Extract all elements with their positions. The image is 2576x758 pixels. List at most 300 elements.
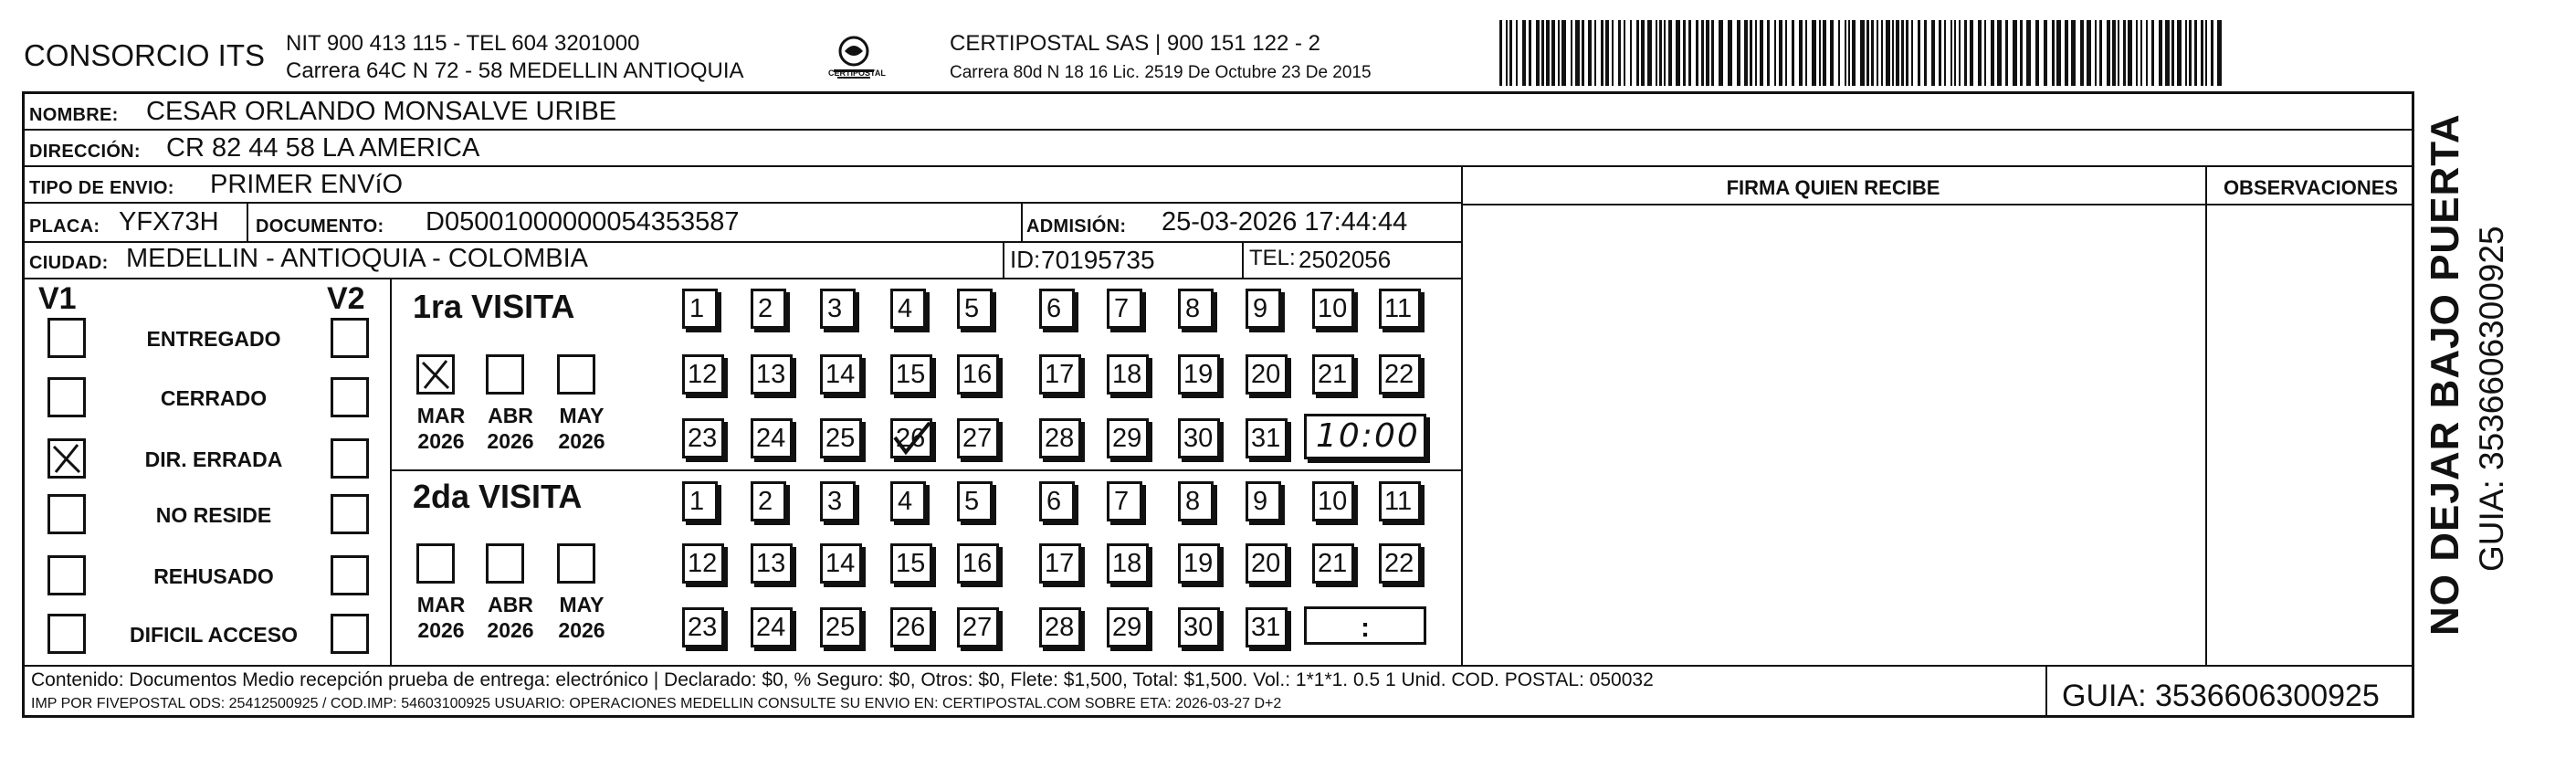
first-visit-title: 1ra VISITA [413,288,575,325]
month-checkbox[interactable] [416,543,455,584]
day-number: 23 [688,613,718,642]
barcode-bar [1612,20,1614,86]
day-box[interactable] [1178,418,1220,458]
barcode-bar [1551,20,1555,86]
day-box[interactable] [682,418,724,458]
second-visit-time-box[interactable] [1304,606,1426,645]
v1-checkbox[interactable] [47,555,86,595]
month-checkbox[interactable] [557,543,595,584]
day-box[interactable] [682,481,718,521]
barcode-bar [1918,20,1920,86]
barcode-bar [1696,20,1698,86]
day-number: 27 [962,613,993,642]
day-number: 7 [1114,487,1130,516]
barcode-bar [1618,20,1621,86]
day-box[interactable] [957,543,999,584]
barcode-bar [1799,20,1803,86]
barcode-bar [1558,20,1560,86]
barcode-bar [1911,20,1913,86]
barcode-bar [1906,20,1908,86]
day-box[interactable] [1312,289,1354,329]
barcode-bar [2020,20,2023,86]
barcode-bar [2171,20,2174,86]
barcode-bar [1582,20,1584,86]
day-number: 29 [1112,424,1142,453]
day-number: 18 [1112,360,1142,389]
day-box[interactable] [1039,418,1081,458]
month-label: MAY [559,404,605,427]
day-box[interactable] [1312,354,1354,395]
barcode-bar [1950,20,1952,86]
column-divider [1461,165,1463,665]
month-label: ABR [488,404,533,427]
second-visit-title: 2da VISITA [413,478,583,515]
tipo-envio-value: PRIMER ENVíO [210,170,404,199]
day-box[interactable] [1107,418,1149,458]
day-number: 9 [1253,294,1268,323]
month-checkbox[interactable] [486,543,524,584]
day-number: 26 [896,613,926,642]
day-box[interactable] [1246,418,1288,458]
barcode-bar [1647,20,1652,86]
day-box[interactable] [1039,289,1075,329]
day-box[interactable] [1178,354,1220,395]
check-mark-icon [891,419,933,458]
tipo-envio-label: TIPO DE ENVIO: [29,178,174,198]
certipostal-logo [826,31,881,86]
direccion-value: CR 82 44 58 LA AMERICA [166,133,480,163]
day-box[interactable] [1107,607,1149,647]
barcode-bar [1683,20,1686,86]
barcode-bar [1838,20,1840,86]
day-number: 28 [1045,613,1075,642]
day-box[interactable] [1246,481,1281,521]
barcode-bar [1924,20,1927,86]
documento-label: DOCUMENTO: [256,216,384,237]
v2-checkbox[interactable] [331,494,369,534]
day-box[interactable] [1039,481,1075,521]
barcode-bar [1823,20,1826,86]
placa-value: YFX73H [119,207,219,237]
barcode-bar [1871,20,1874,86]
day-number: 13 [756,549,786,578]
barcode-bar [1750,20,1752,86]
barcode-bar [2056,20,2061,86]
barcode-bar [1939,20,1941,86]
barcode-bar [1774,20,1776,86]
barcode-bar [1866,20,1869,86]
barcode-bar [1575,20,1580,86]
day-box[interactable] [890,289,926,329]
certipostal-logo-icon [826,31,881,86]
barcode-bar [2185,20,2187,86]
certipostal-address: Carrera 80d N 18 16 Lic. 2519 De Octubre 23 De 2015 [950,63,1372,82]
barcode-bar [2194,20,2197,86]
day-box[interactable] [820,481,856,521]
day-number: 19 [1183,549,1214,578]
day-number: 3 [827,294,843,323]
day-box[interactable] [890,543,932,584]
barcode-bar [2189,20,2192,86]
day-number: 3 [827,487,843,516]
barcode-bar [1881,20,1883,86]
day-number: 15 [896,360,926,389]
barcode-bar [1877,20,1878,86]
month-label: MAR [416,404,466,427]
v1-checkbox[interactable] [47,377,86,417]
ciudad-value: MEDELLIN - ANTIOQUIA - COLOMBIA [126,244,588,273]
barcode-bar [2071,20,2076,86]
day-number: 18 [1112,549,1142,578]
barcode-bar [2087,20,2091,86]
day-number: 4 [898,294,913,323]
id-value: 70195735 [1041,246,1155,274]
nombre-value: CESAR ORLANDO MONSALVE URIBE [146,97,617,126]
barcode-bar [2026,20,2031,86]
barcode-bar [2095,20,2097,86]
observaciones-header: OBSERVACIONES [2223,176,2399,199]
day-box[interactable] [1379,481,1421,521]
day-number: 12 [688,360,718,389]
row-divider [22,202,1461,204]
barcode-bar [2165,20,2170,86]
barcode [1499,20,2230,89]
barcode-bar [1886,20,1890,86]
nombre-label: NOMBRE: [29,105,119,125]
barcode-bar [1892,20,1894,86]
day-number: 31 [1251,424,1281,453]
day-box[interactable] [1379,354,1421,395]
day-number: 2 [758,294,773,323]
tel-value: 2502056 [1299,246,1392,273]
barcode-bar [2211,20,2213,86]
status-label: NO RESIDE [155,503,272,527]
barcode-bar [1728,20,1732,86]
barcode-bar [2201,20,2203,86]
day-box[interactable] [1107,289,1142,329]
day-box[interactable] [1246,289,1281,329]
barcode-bar [2177,20,2182,86]
day-box[interactable] [751,543,793,584]
day-number: 12 [688,549,718,578]
year-label: 2026 [417,618,465,642]
company-nit: NIT 900 413 115 - TEL 604 3201000 [286,31,640,56]
day-box[interactable] [751,289,786,329]
barcode-bar [1978,20,1982,86]
barcode-bar [1506,20,1508,86]
barcode-bar [1991,20,1994,86]
day-box[interactable] [1379,289,1421,329]
barcode-bar [2044,20,2047,86]
barcode-bar [1767,20,1770,86]
logo-text: CERTIPOSTAL [828,68,886,78]
day-box[interactable] [820,607,862,647]
barcode-bar [1571,20,1572,86]
barcode-bar [1664,20,1666,86]
day-number: 14 [825,549,856,578]
barcode-bar [2136,20,2138,86]
barcode-bar [1860,20,1865,86]
day-number: 20 [1251,360,1281,389]
year-label: 2026 [487,618,534,642]
day-box[interactable] [751,418,793,458]
documento-value: D05001000000054353587 [426,207,740,237]
day-number: 22 [1384,360,1414,389]
barcode-bar [2123,20,2126,86]
side-warning: NO DEJAR BAJO PUERTA [2423,113,2467,636]
day-box[interactable] [820,289,856,329]
day-box[interactable] [682,289,718,329]
row-divider [22,129,2414,131]
barcode-bar [2205,20,2207,86]
day-number: 17 [1045,360,1075,389]
day-box[interactable] [890,481,926,521]
day-box[interactable] [890,418,932,458]
firma-header: FIRMA QUIEN RECIBE [1726,176,1940,199]
barcode-bar [1852,20,1856,86]
day-box[interactable] [751,607,793,647]
barcode-bar [1601,20,1603,86]
day-box[interactable] [1379,543,1421,584]
admision-value: 25-03-2026 17:44:44 [1162,207,1408,237]
day-number: 26 [896,424,926,453]
year-label: 2026 [487,429,534,453]
day-number: 1 [689,294,705,323]
day-box[interactable] [1039,607,1081,647]
day-box[interactable] [1246,354,1288,395]
barcode-bar [1659,20,1662,86]
x-mark-icon [50,441,83,476]
day-number: 25 [825,424,856,453]
barcode-bar [2140,20,2142,86]
v2-checkbox[interactable] [331,438,369,479]
day-box[interactable] [682,543,724,584]
barcode-bar [1931,20,1935,86]
day-number: 19 [1183,360,1214,389]
status-label: CERRADO [160,386,268,410]
barcode-bar [1845,20,1846,86]
barcode-bar [1896,20,1899,86]
day-number: 22 [1384,549,1414,578]
day-number: 27 [962,424,993,453]
day-box[interactable] [751,481,786,521]
day-number: 24 [756,613,786,642]
barcode-bar [1760,20,1763,86]
v1-checkbox[interactable] [47,438,86,479]
status-label: REHUSADO [153,564,274,588]
first-visit-time: 10:00 [1316,417,1420,455]
barcode-bar [2099,20,2102,86]
day-box[interactable] [957,607,999,647]
day-number: 24 [756,424,786,453]
barcode-bar [2065,20,2068,86]
day-box[interactable] [1107,481,1142,521]
side-panel [2414,91,2524,718]
day-box[interactable] [1039,543,1081,584]
barcode-bar [1561,20,1566,86]
day-number: 30 [1183,424,1214,453]
month-checkbox[interactable] [557,354,595,395]
day-box[interactable] [890,354,932,395]
day-box[interactable] [1178,289,1214,329]
first-visit-time-box[interactable] [1304,414,1426,459]
barcode-bar [1588,20,1592,86]
footer-divider [2045,665,2047,718]
day-number: 17 [1045,549,1075,578]
month-checkbox[interactable] [416,354,455,395]
day-number: 25 [825,613,856,642]
barcode-bar [1636,20,1639,86]
barcode-bar [1688,20,1691,86]
barcode-bar [2118,20,2119,86]
visits-divider [390,469,1461,471]
day-box[interactable] [957,481,993,521]
barcode-bar [2005,20,2008,86]
day-box[interactable] [682,607,724,647]
barcode-bar [2146,20,2148,86]
day-box[interactable] [1178,543,1220,584]
barcode-bar [1779,20,1782,86]
day-box[interactable] [1178,607,1220,647]
ciudad-label: CIUDAD: [29,253,109,273]
day-number: 11 [1384,487,1413,516]
barcode-bar [1522,20,1526,86]
barcode-bar [2052,20,2055,86]
barcode-bar [1997,20,2002,86]
day-box[interactable] [820,543,862,584]
day-box[interactable] [1107,543,1149,584]
v1-checkbox[interactable] [47,494,86,534]
barcode-bar [1594,20,1596,86]
day-number: 31 [1251,613,1281,642]
day-box[interactable] [1246,543,1288,584]
v2-checkbox[interactable] [331,318,369,358]
day-box[interactable] [890,607,932,647]
month-label: MAY [559,593,605,616]
month-checkbox[interactable] [486,354,524,395]
barcode-bar [1719,20,1723,86]
row-divider [1461,204,2414,205]
day-number: 14 [825,360,856,389]
barcode-bar [1605,20,1609,86]
day-box[interactable] [1039,354,1081,395]
tel-label: TEL: [1249,246,1296,270]
barcode-bar [2035,20,2039,86]
barcode-bar [1737,20,1740,86]
id-label: ID: [1010,246,1041,273]
day-box[interactable] [1246,607,1288,647]
v2-checkbox[interactable] [331,377,369,417]
day-box[interactable] [820,354,862,395]
barcode-bar [2013,20,2017,86]
barcode-bar [1630,20,1632,86]
day-box[interactable] [751,354,793,395]
day-number: 23 [688,424,718,453]
v1-checkbox[interactable] [47,318,86,358]
day-number: 6 [1046,487,1062,516]
barcode-bar [1819,20,1821,86]
barcode-bar [1984,20,1986,86]
barcode-bar [1792,20,1794,86]
certipostal-line: CERTIPOSTAL SAS | 900 151 122 - 2 [950,31,1320,56]
field-divider [1003,241,1004,278]
day-number: 7 [1114,294,1130,323]
barcode-bar [1701,20,1704,86]
day-box[interactable] [957,354,999,395]
barcode-bar [1744,20,1748,86]
barcode-bar [1509,20,1512,86]
barcode-bar [1755,20,1757,86]
column-divider [2205,165,2207,665]
year-label: 2026 [558,618,605,642]
day-number: 13 [756,360,786,389]
day-number: 1 [689,487,705,516]
footer-content: Contenido: Documentos Medio recepción prueba de entrega: electrónico | Declarado: $0, % Seguro: $0, Otros: $0, Flete: $1,500, Total: $1,500. Vol.: 1*1*1. 0.5 1 Unid. COD. POSTAL: 050032 [31,669,1654,690]
barcode-bar [1541,20,1544,86]
day-number: 29 [1112,613,1142,642]
barcode-bar [1830,20,1834,86]
day-box[interactable] [1178,481,1214,521]
day-number: 16 [962,360,993,389]
day-number: 21 [1318,549,1348,578]
day-number: 28 [1045,424,1075,453]
barcode-bar [1656,20,1657,86]
day-box[interactable] [682,354,724,395]
day-number: 30 [1183,613,1214,642]
second-visit-time: : [1361,613,1370,643]
barcode-bar [1536,20,1540,86]
barcode-bar [2112,20,2116,86]
day-box[interactable] [1312,543,1354,584]
day-number: 20 [1251,549,1281,578]
barcode-bar [1624,20,1625,86]
barcode-bar [1676,20,1680,86]
barcode-bar [2107,20,2110,86]
status-label: ENTREGADO [146,327,281,351]
v2-checkbox[interactable] [331,555,369,595]
day-box[interactable] [1312,481,1354,521]
barcode-bar [1499,20,1502,86]
day-number: 2 [758,487,773,516]
barcode-bar [2151,20,2154,86]
footer-imp: IMP POR FIVEPOSTAL ODS: 25412500925 / COD.IMP: 54603100925 USUARIO: OPERACIONES MEDELLIN CONSULTE SU ENVIO EN: CERTIPOSTAL.COM SOBRE ETA: 2026-03-27 D+2 [31,696,1282,711]
barcode-bar [1546,20,1550,86]
day-box[interactable] [820,418,862,458]
barcode-bar [1711,20,1714,86]
barcode-bar [1901,20,1904,86]
row-divider [22,241,1461,243]
company-address: Carrera 64C N 72 - 58 MEDELLIN ANTIOQUIA [286,58,744,83]
v1-checkbox[interactable] [47,614,86,654]
day-number: 21 [1318,360,1348,389]
day-number: 5 [964,294,980,323]
barcode-bar [2128,20,2132,86]
barcode-bar [1970,20,1973,86]
day-number: 10 [1318,487,1348,516]
day-box[interactable] [957,289,993,329]
barcode-bar [2080,20,2084,86]
barcode-bar [1848,20,1850,86]
company-name: CONSORCIO ITS [24,38,266,72]
field-divider [247,202,248,241]
day-box[interactable] [1107,354,1149,395]
x-mark-icon [419,357,452,392]
day-box[interactable] [957,418,999,458]
month-label: ABR [488,593,533,616]
barcode-bar [1785,20,1787,86]
v2-checkbox[interactable] [331,614,369,654]
day-number: 9 [1253,487,1268,516]
